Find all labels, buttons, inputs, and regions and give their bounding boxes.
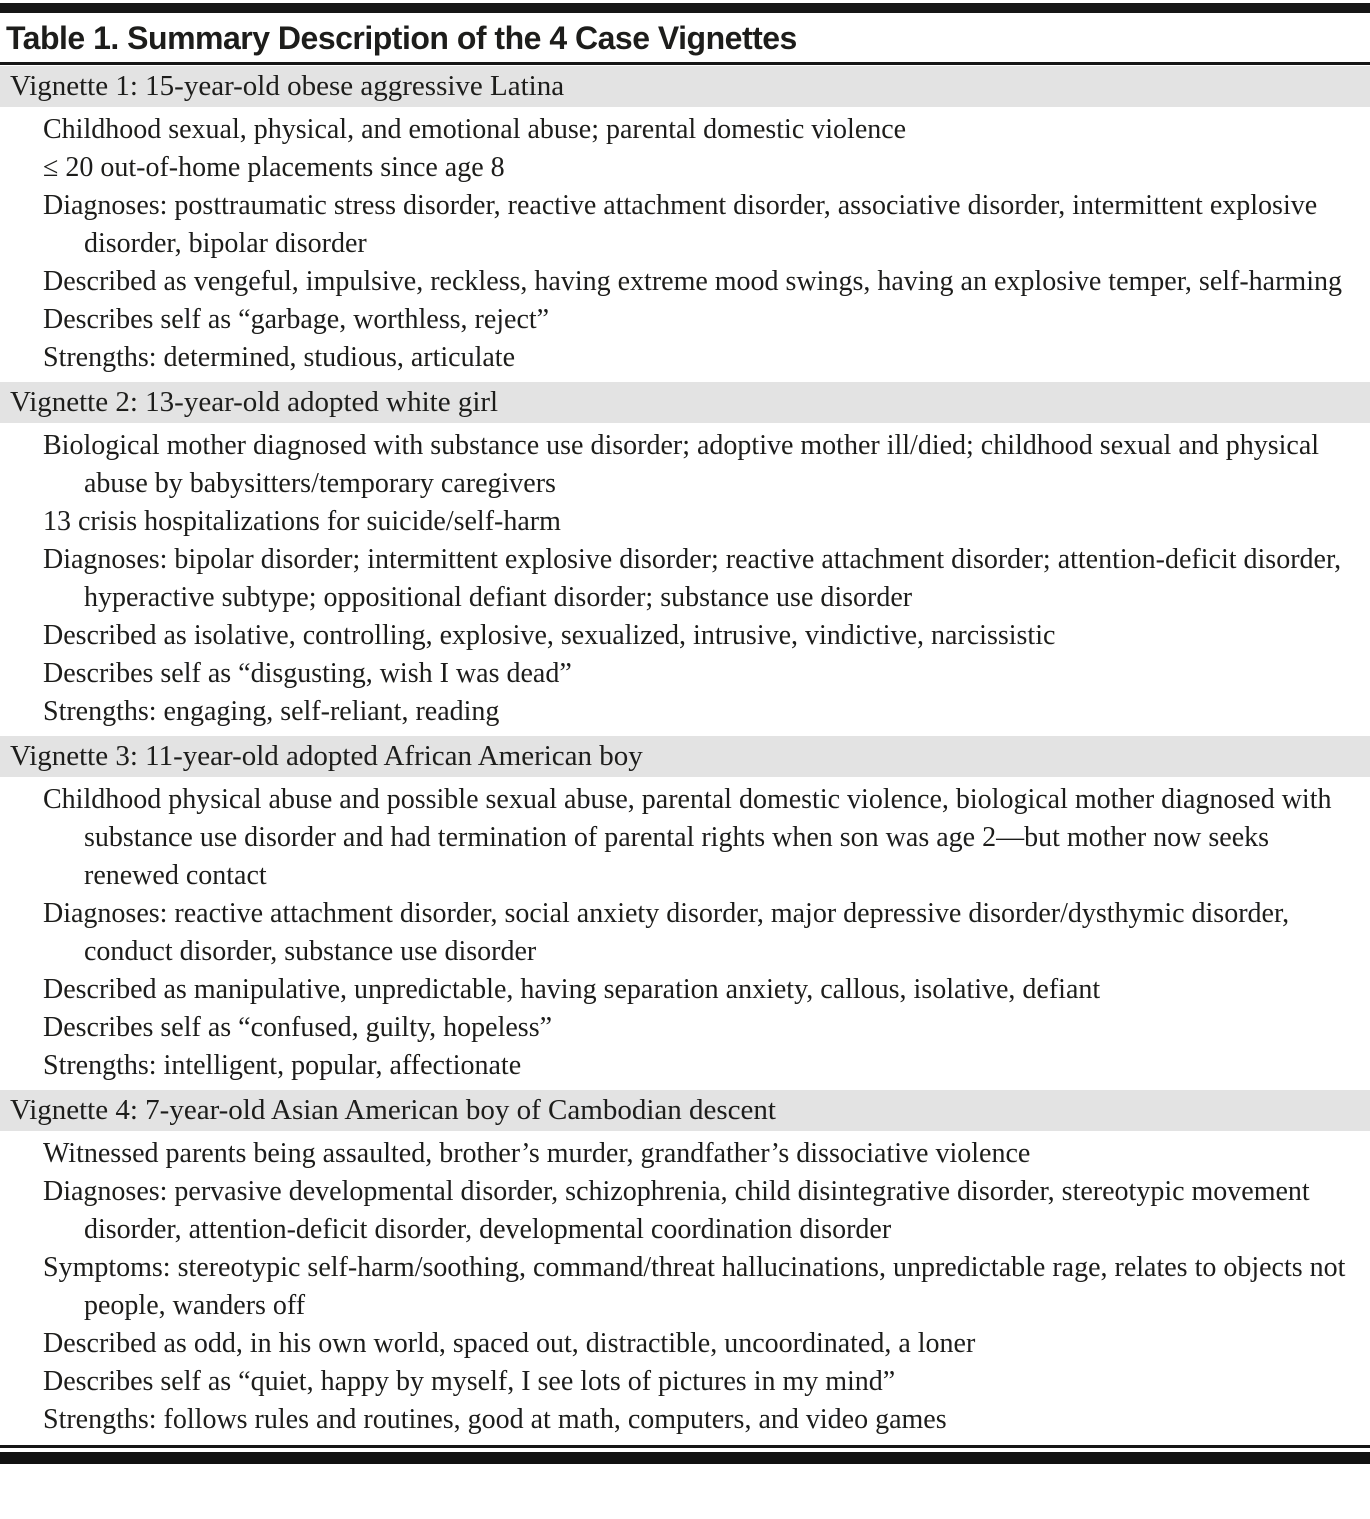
vignette-item: Described as manipulative, unpredictable, having separation anxiety, callous, isolative, defiant	[43, 974, 1101, 1005]
vignette-item: Described as isolative, controlling, explosive, sexualized, intrusive, vindictive, narcissistic	[43, 620, 1056, 651]
vignette-item: Diagnoses: bipolar disorder; intermittent explosive disorder; reactive attachment disorder; attention-deficit disorder, hyperactive subtype; oppositional defiant disorder; substance use disorder	[43, 544, 1342, 613]
vignette-4-body	[0, 1131, 1370, 1443]
vignette-section-4	[0, 1090, 1370, 1443]
vignette-item: Strengths: intelligent, popular, affectionate	[43, 1050, 522, 1081]
vignette-item: Strengths: follows rules and routines, good at math, computers, and video games	[43, 1404, 947, 1435]
vignette-item: Diagnoses: posttraumatic stress disorder, reactive attachment disorder, associative disorder, intermittent explosive disorder, bipolar disorder	[43, 190, 1318, 259]
vignette-section-3	[0, 736, 1370, 1089]
table-1-page	[0, 3, 1370, 1464]
vignette-3-header: Vignette 3: 11-year-old adopted African American boy	[0, 736, 1370, 777]
vignette-1-body	[0, 107, 1370, 381]
top-rule-thick	[0, 3, 1370, 13]
vignette-item: Diagnoses: reactive attachment disorder, social anxiety disorder, major depressive disorder/dysthymic disorder, conduct disorder, substance use disorder	[43, 898, 1290, 967]
vignette-item: 13 crisis hospitalizations for suicide/self-harm	[43, 506, 561, 537]
title-bottom-rule	[0, 62, 1370, 65]
vignette-3-body	[0, 777, 1370, 1089]
bottom-rule-thin	[0, 1445, 1370, 1448]
vignette-item: Describes self as “confused, guilty, hopeless”	[43, 1012, 553, 1043]
vignette-item: Described as vengeful, impulsive, reckless, having extreme mood swings, having an explosive temper, self-harming	[43, 266, 1342, 297]
vignette-section-2	[0, 382, 1370, 735]
vignette-item: Childhood sexual, physical, and emotional abuse; parental domestic violence	[43, 114, 907, 145]
bottom-rule-thick	[0, 1452, 1370, 1464]
vignette-item: Witnessed parents being assaulted, brother’s murder, grandfather’s dissociative violence	[43, 1138, 1031, 1169]
vignette-item: Childhood physical abuse and possible sexual abuse, parental domestic violence, biological mother diagnosed with substance use disorder and had termination of parental rights when son was age 2—but mother now seeks renewed contact	[43, 784, 1332, 891]
vignette-section-1	[0, 66, 1370, 381]
vignette-2-body	[0, 423, 1370, 735]
vignette-item: ≤ 20 out-of-home placements since age 8	[43, 152, 505, 183]
vignette-4-header: Vignette 4: 7-year-old Asian American boy of Cambodian descent	[0, 1090, 1370, 1131]
vignette-1-header: Vignette 1: 15-year-old obese aggressive Latina	[0, 66, 1370, 107]
vignette-item: Describes self as “quiet, happy by myself, I see lots of pictures in my mind”	[43, 1366, 896, 1397]
vignette-2-header: Vignette 2: 13-year-old adopted white girl	[0, 382, 1370, 423]
vignette-item: Diagnoses: pervasive developmental disorder, schizophrenia, child disintegrative disorder, stereotypic movement disorder, attention-deficit disorder, developmental coordination disorder	[43, 1176, 1310, 1245]
vignette-item: Symptoms: stereotypic self-harm/soothing, command/threat hallucinations, unpredictable rage, relates to objects not people, wanders off	[43, 1252, 1346, 1321]
vignette-item: Described as odd, in his own world, spaced out, distractible, uncoordinated, a loner	[43, 1328, 976, 1359]
vignette-item: Strengths: determined, studious, articulate	[43, 342, 516, 373]
vignette-item: Describes self as “garbage, worthless, reject”	[43, 304, 550, 335]
table-title: Table 1. Summary Description of the 4 Case Vignettes	[6, 20, 797, 56]
vignette-item: Describes self as “disgusting, wish I was dead”	[43, 658, 572, 689]
vignette-item: Strengths: engaging, self-reliant, reading	[43, 696, 500, 727]
vignette-item: Biological mother diagnosed with substance use disorder; adoptive mother ill/died; childhood sexual and physical abuse by babysitters/temporary caregivers	[43, 430, 1320, 499]
